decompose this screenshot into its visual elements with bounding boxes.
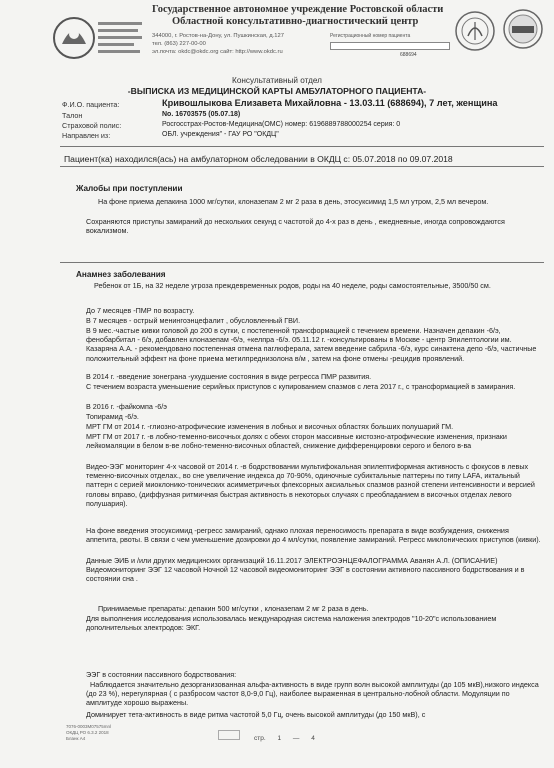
org-address: 344000, г. Ростов-на-Дону, ул. Пушкинская, д.127 тел. (863) 227-00-00 эл.почта: okdc@okdc.org сайт: http://www.okdc.ru [152, 33, 284, 55]
anamnesis-line: Видео-ЭЭГ мониторинг 4-х часовой от 2014 г. -в бодрствовании мультифокальная эпилептиформная активность с фокусов в левых теменно-височных отделах., во сне увеличение индекса до 70-90%, одиночные субиктальные паттерны по типу LAFA, иктальный паттерн с серией миоклонико-тонических асимметричных флексорных аксиальных спазмов разной степени интенсивности и версией головы вправо, (диффузная ритмичная быстрая активность в некоторых случаях с преобладанием в височных отделах левого полушария). [86, 462, 535, 508]
reg-label: Регистрационный номер пациента [330, 33, 411, 39]
page-number: стр. 1 — 4 [254, 735, 315, 742]
anamnesis-line: В 2014 г. -введение зонеграна -ухудшение состояния в виде регресса ПМР развития. [86, 372, 372, 381]
seal-icon [454, 10, 496, 52]
patient-name: Кривошлыкова Елизавета Михайловна - 13.03.11 (688694), 7 лет, женщина [162, 98, 498, 108]
reg-number: 688694 [400, 52, 417, 58]
reg-box [330, 42, 450, 50]
anamnesis-heading: Анамнез заболевания [76, 270, 166, 279]
talon-value: No. 16703575 (05.07.18) [162, 111, 241, 118]
divider [60, 166, 544, 167]
label-napravlen: Направлен из: [62, 131, 111, 140]
document-title: -ВЫПИСКА ИЗ МЕДИЦИНСКОЙ КАРТЫ АМБУЛАТОРНОГО ПАЦИЕНТА- [127, 86, 427, 96]
eeg-text: Доминирует тета-активность в виде ритма частотой 5,0 Гц, очень высокой амплитуды (до 150 мкВ), с [86, 710, 426, 719]
label-talon: Талон [62, 111, 83, 120]
anamnesis-line: МРТ ГМ от 2014 г. -глиозно-атрофические изменения в лобных и височных областях больших полушарий ГМ. [86, 422, 454, 431]
org-name: Государственное автономное учреждение Ростовской области Областной консультативно-диагностический центр [152, 4, 444, 27]
meds-text: Принимаемые препараты: депакин 500 мг/сутки , клоназепам 2 мг 2 раза в день. [98, 604, 369, 613]
anamnesis-line: В 9 мес.-частые кивки головой до 200 в сутки, с постепенной трансформацией с течением времени. Назначен депакин -6/э, фенобарбитал - 6/э, добавлен клоназепам -6/э, +келпра -6/э. 05.11.12 г. -консультированы в Москве - центр Эпилептологии им. Казаряна А.А. - рекомендовано постепенная отмена паглюферала, затем введение сабрила -6/э, курс синактена депо -6/э, частичные положительный эффект на фоне приема метилпреднизолона в/м , затем на фоне отмены -рецидив проявлений. [86, 326, 537, 363]
anamnesis-line: До 7 месяцев -ПМР по возрасту. [86, 306, 195, 315]
footer-codes: 7076-0003М07575mnl ОКДЦ РО 6.3.2 2018 Бланк А4 [66, 724, 112, 741]
napravlen-value: ОБЛ. учреждения" - ГАУ РО "ОКДЦ" [162, 131, 279, 138]
anamnesis-line: В 7 месяцев - острый менингоэнцефалит , обусловленный ГВИ. [86, 316, 301, 325]
anamnesis-line: МРТ ГМ от 2017 г. -в лобно-теменно-височных долях с обеих сторон массивные кистозно-атрофические изменения, признаки лейкомаляции в белом в-ве лобно-теменно-височных областей, снижение дифференцировки серого и белого в-ва [86, 432, 507, 451]
eeg-text: ЭЭГ в состоянии пассивного бодрствования: [86, 670, 237, 679]
complaints-text-1: На фоне приема депакина 1000 мг/сутки, клоназепам 2 мг 2 раза в день, этосуксимид 1,5 мл утром, 2,5 мл вечером. [98, 197, 489, 206]
eeg-text: Наблюдается значительно дезорганизованная альфа-активность в виде групп волн высокой амплитуды (до 105 мкВ),низкого индекса (до 23 %), нерегулярная ( с разбросом частот 8,0-9,0 Гц), наиболее выраженная в центрально-лобной области. Модуляции по амплитуде хорошо выражены. [86, 680, 539, 708]
divider [60, 262, 544, 263]
page-box [218, 730, 240, 740]
anamnesis-line: Топирамид -6/э. [86, 412, 139, 421]
department: Консультативный отдел [232, 76, 322, 85]
complaints-text-2: Сохраняются приступы замираний до нескольких секунд с частотой до 4-х раз в день , ежедневные, иногда сопровождаются вокализмом. [86, 217, 505, 236]
okdc-logo-icon [52, 14, 144, 62]
complaints-heading: Жалобы при поступлении [76, 184, 183, 193]
label-fio: Ф.И.О. пациента: [62, 100, 120, 109]
polis-value: Росгосстрах-Ростов-Медицина(ОМС) номер: 6196889788000254 серия: 0 [162, 121, 401, 128]
anamnesis-line: С течением возраста уменьшение серийных приступов с купированием спазмов с лета 2017 г., с трансформацией в замирания. [86, 382, 516, 391]
anamnesis-line: Данные ЭИБ и /или других медицинских организаций 16.11.2017 ЭЛЕКТРОЭНЦЕФАЛОГРАММА Аванян А.Л. (ОПИСАНИЕ) Видеомониторинг ЭЭГ 12 часовой Ночной 12 часовой видеомониторинг ЭЭГ в состоянии активного пассивного бодрствования и в состоянии сна . [86, 556, 525, 584]
anamnesis-line: Ребенок от 1Б, на 32 неделе угроза преждевременных родов, роды на 40 неделе, роды самостоятельные, 3500/50 см. [94, 281, 491, 290]
stay-dates: Пациент(ка) находился(ась) на амбулаторном обследовании в ОКДЦ с: 05.07.2018 по 09.07.2018 [64, 154, 453, 164]
anamnesis-line: В 2016 г. -файкомпа -6/э [86, 402, 167, 411]
method-text: Для выполнения исследования использовалась международная система наложения электродов "10-20"с использованием дополнительных электродов: ЭКГ. [86, 614, 497, 633]
label-polis: Страховой полис: [62, 121, 122, 130]
divider [60, 146, 544, 147]
anamnesis-line: На фоне введения этосуксимид -регресс замираний, однако плохая переносимость препарата в виде возбуждения, снижения аппетита, рвоты. В связи с чем уменьшение дозировки до 4 мл/сутки, появление замираний. Регресс миклонических приступов (кивки). [86, 526, 541, 545]
certification-icon [502, 8, 544, 50]
